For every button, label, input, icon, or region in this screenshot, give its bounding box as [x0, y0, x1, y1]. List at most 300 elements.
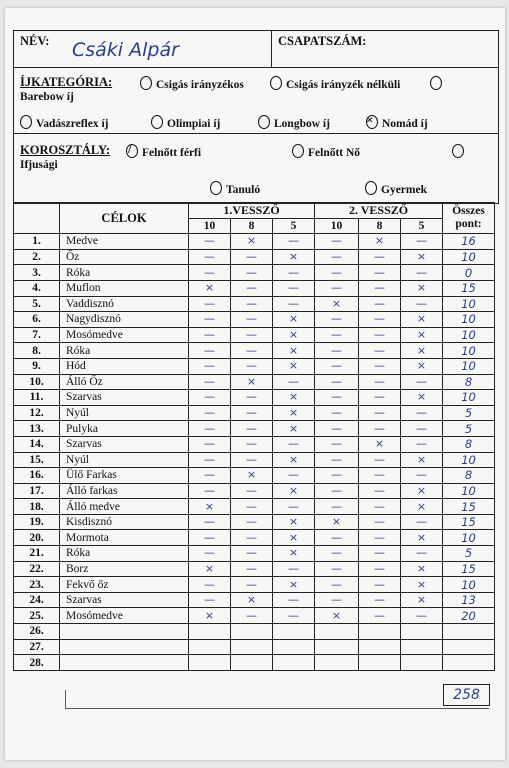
row-total: 10: [443, 312, 495, 328]
row-total: 10: [443, 358, 495, 374]
score-mark: —: [189, 546, 231, 562]
score-mark: ×: [273, 514, 315, 530]
score-mark: —: [273, 468, 315, 484]
category-option-nomad: [366, 112, 428, 130]
score-mark: —: [359, 265, 401, 281]
row-total: 15: [443, 514, 495, 530]
score-mark: —: [231, 358, 273, 374]
table-row: [14, 452, 495, 468]
score-mark: —: [231, 514, 273, 530]
score-mark: —: [359, 530, 401, 546]
table-row: [14, 514, 495, 530]
score-mark: ×: [189, 608, 231, 624]
table-row: [14, 436, 495, 452]
score-mark: —: [189, 312, 231, 328]
target-name: Muflon: [60, 280, 189, 296]
row-number: 27.: [14, 639, 60, 655]
table-row: [14, 639, 495, 655]
age-option-tanulo: [210, 181, 260, 196]
row-total: 15: [443, 499, 495, 515]
score-mark: ×: [273, 421, 315, 437]
row-total: 13: [443, 592, 495, 608]
score-mark: —: [189, 405, 231, 421]
score-mark: —: [401, 296, 443, 312]
score-mark: ×: [401, 452, 443, 468]
score-mark: —: [189, 343, 231, 359]
team-label: CSAPATSZÁM:: [278, 34, 367, 48]
radio-circle-icon: [292, 144, 304, 158]
score-mark: —: [401, 468, 443, 484]
score-mark: —: [273, 296, 315, 312]
score-mark: —: [359, 374, 401, 390]
category-option-barebow: Barebow íj: [20, 91, 74, 103]
target-name: Róka: [60, 546, 189, 562]
target-name: Ülő Farkas: [60, 468, 189, 484]
score-mark: —: [315, 327, 359, 343]
category-option-olimpiai: [151, 115, 220, 130]
score-mark: —: [231, 249, 273, 265]
radio-circle-icon: [430, 76, 442, 90]
radio-circle-icon: [20, 115, 32, 129]
target-name: [60, 655, 189, 671]
target-name: Kisdisznó: [60, 514, 189, 530]
score-mark: —: [231, 452, 273, 468]
row-number: 23.: [14, 577, 60, 593]
score-mark: [273, 655, 315, 671]
score-mark: —: [273, 265, 315, 281]
radio-circle-icon: [365, 181, 377, 195]
row-number: 8.: [14, 343, 60, 359]
radio-circle-icon: [452, 144, 464, 158]
row-number: 21.: [14, 546, 60, 562]
row-number: 2.: [14, 249, 60, 265]
targets-header: CÉLOK: [60, 203, 189, 234]
score-mark: —: [401, 234, 443, 250]
row-number: 16.: [14, 468, 60, 484]
option-label: Felnőtt férfi: [142, 147, 202, 159]
table-row: [14, 249, 495, 265]
score-mark: —: [231, 499, 273, 515]
score-mark: —: [359, 390, 401, 406]
row-number: 26.: [14, 624, 60, 640]
table-row: [14, 592, 495, 608]
score-mark: ×: [231, 234, 273, 250]
row-total: 15: [443, 280, 495, 296]
row-total: 10: [443, 390, 495, 406]
table-row: [14, 343, 495, 359]
row-number: 28.: [14, 655, 60, 671]
score-mark: [401, 655, 443, 671]
score-mark: —: [315, 312, 359, 328]
age-class-row: [14, 134, 498, 203]
score-mark: —: [231, 561, 273, 577]
score-mark: —: [315, 249, 359, 265]
score-mark: —: [189, 592, 231, 608]
score-mark: —: [315, 577, 359, 593]
target-name: [60, 624, 189, 640]
points-header: 10: [315, 218, 359, 234]
table-row: [14, 296, 495, 312]
checked-circle-icon: ×: [366, 115, 378, 129]
score-mark: —: [189, 374, 231, 390]
target-name: Mosómedve: [60, 608, 189, 624]
score-mark: —: [315, 280, 359, 296]
score-mark: —: [315, 343, 359, 359]
target-name: Hód: [60, 358, 189, 374]
score-mark: [359, 639, 401, 655]
row-total: 8: [443, 468, 495, 484]
score-mark: —: [401, 608, 443, 624]
score-mark: ×: [315, 608, 359, 624]
score-mark: —: [189, 483, 231, 499]
table-row: [14, 265, 495, 281]
score-mark: —: [273, 561, 315, 577]
target-name: Medve: [60, 234, 189, 250]
option-label: Longbow íj: [274, 118, 330, 130]
score-mark: [273, 624, 315, 640]
score-mark: —: [359, 296, 401, 312]
score-mark: —: [231, 312, 273, 328]
score-mark: —: [189, 530, 231, 546]
row-total: [443, 655, 495, 671]
table-row: [14, 483, 495, 499]
score-mark: [231, 655, 273, 671]
row-number: 7.: [14, 327, 60, 343]
score-mark: ×: [189, 499, 231, 515]
score-mark: —: [359, 546, 401, 562]
score-mark: [315, 655, 359, 671]
score-mark: —: [359, 249, 401, 265]
category-option-vadaszreflex: [20, 115, 109, 130]
row-total: 10: [443, 452, 495, 468]
option-label: Csigás irányzék nélküli: [286, 79, 401, 91]
arrow1-header: 1.VESSZŐ: [189, 203, 315, 219]
row-total: 5: [443, 405, 495, 421]
row-total: 10: [443, 577, 495, 593]
score-mark: —: [401, 265, 443, 281]
score-mark: ×: [231, 374, 273, 390]
score-mark: [231, 624, 273, 640]
option-label: Vadászreflex íj: [36, 118, 109, 130]
table-row: [14, 608, 495, 624]
score-mark: —: [401, 546, 443, 562]
score-mark: —: [189, 265, 231, 281]
row-number: 11.: [14, 390, 60, 406]
score-mark: —: [231, 608, 273, 624]
score-mark: —: [359, 608, 401, 624]
score-mark: ×: [231, 468, 273, 484]
row-number: 17.: [14, 483, 60, 499]
target-name: Nyúl: [60, 452, 189, 468]
score-mark: —: [359, 468, 401, 484]
score-mark: —: [273, 608, 315, 624]
score-mark: —: [273, 592, 315, 608]
row-number: 13.: [14, 421, 60, 437]
points-header: 5: [273, 218, 315, 234]
target-name: Mormota: [60, 530, 189, 546]
score-mark: —: [231, 390, 273, 406]
score-mark: —: [315, 592, 359, 608]
category-option-barebow-circle: [430, 76, 446, 91]
row-total: 10: [443, 249, 495, 265]
score-mark: ×: [401, 312, 443, 328]
option-label: Olimpiai íj: [167, 118, 221, 130]
option-label: Felnőtt Nő: [308, 147, 361, 159]
score-mark: ×: [273, 530, 315, 546]
row-number: 25.: [14, 608, 60, 624]
points-header: 8: [359, 218, 401, 234]
score-mark: [401, 624, 443, 640]
table-row: [14, 655, 495, 671]
score-mark: —: [231, 280, 273, 296]
score-mark: [315, 624, 359, 640]
table-row: [14, 499, 495, 515]
target-name: Őz: [60, 249, 189, 265]
score-mark: —: [231, 436, 273, 452]
score-mark: ×: [273, 249, 315, 265]
row-total: [443, 639, 495, 655]
sheet-header: [13, 30, 499, 204]
score-mark: [359, 624, 401, 640]
score-mark: —: [231, 421, 273, 437]
score-mark: —: [315, 452, 359, 468]
table-row: [14, 358, 495, 374]
row-total: 8: [443, 436, 495, 452]
score-mark: —: [359, 483, 401, 499]
score-mark: —: [189, 468, 231, 484]
number-header: [14, 203, 60, 234]
score-mark: —: [359, 421, 401, 437]
score-mark: —: [315, 421, 359, 437]
age-option-gyermek: [365, 181, 427, 196]
table-row: [14, 390, 495, 406]
score-mark: ×: [189, 561, 231, 577]
score-mark: ×: [273, 343, 315, 359]
score-mark: [359, 655, 401, 671]
score-mark: —: [273, 374, 315, 390]
score-mark: —: [189, 296, 231, 312]
score-mark: —: [189, 249, 231, 265]
score-mark: [231, 639, 273, 655]
radio-circle-icon: [258, 115, 270, 129]
age-option-felnott-no: [292, 144, 360, 159]
score-mark: ×: [401, 358, 443, 374]
score-mark: ×: [401, 592, 443, 608]
score-mark: —: [231, 327, 273, 343]
score-mark: ×: [273, 358, 315, 374]
target-name: Borz: [60, 561, 189, 577]
row-total: 10: [443, 327, 495, 343]
score-mark: —: [315, 390, 359, 406]
score-mark: ×: [401, 499, 443, 515]
score-mark: ×: [401, 390, 443, 406]
score-mark: —: [231, 296, 273, 312]
score-mark: —: [401, 421, 443, 437]
name-row: [14, 31, 498, 68]
score-mark: —: [273, 280, 315, 296]
score-mark: ×: [273, 405, 315, 421]
row-total: 8: [443, 374, 495, 390]
score-mark: —: [231, 405, 273, 421]
score-mark: —: [315, 405, 359, 421]
score-mark: —: [401, 514, 443, 530]
checked-circle-icon: /: [126, 144, 138, 158]
table-row: [14, 561, 495, 577]
target-name: Vaddisznó: [60, 296, 189, 312]
score-mark: [189, 655, 231, 671]
table-row: [14, 327, 495, 343]
target-name: Szarvas: [60, 436, 189, 452]
score-mark: —: [231, 483, 273, 499]
category-label: ÍJKATEGÓRIA:: [20, 75, 113, 89]
score-mark: —: [231, 546, 273, 562]
score-mark: —: [273, 499, 315, 515]
row-total: 10: [443, 483, 495, 499]
score-mark: ×: [273, 577, 315, 593]
table-row: [14, 421, 495, 437]
score-mark: —: [189, 390, 231, 406]
points-header: 5: [401, 218, 443, 234]
score-mark: —: [359, 327, 401, 343]
row-number: 15.: [14, 452, 60, 468]
target-name: Álló farkas: [60, 483, 189, 499]
score-mark: [189, 624, 231, 640]
score-mark: —: [359, 312, 401, 328]
arrow2-header: 2. VESSZŐ: [315, 203, 443, 219]
score-mark: [401, 639, 443, 655]
score-mark: —: [401, 405, 443, 421]
row-total: 10: [443, 343, 495, 359]
points-header: 10: [189, 218, 231, 234]
target-name: Mosómedve: [60, 327, 189, 343]
score-mark: ×: [273, 327, 315, 343]
score-mark: ×: [273, 452, 315, 468]
score-mark: —: [359, 405, 401, 421]
score-mark: —: [315, 499, 359, 515]
score-mark: [315, 639, 359, 655]
score-mark: ×: [189, 280, 231, 296]
score-mark: ×: [359, 436, 401, 452]
score-mark: ×: [401, 530, 443, 546]
footer-line: [65, 708, 489, 709]
score-mark: —: [273, 436, 315, 452]
table-row: [14, 234, 495, 250]
row-number: 5.: [14, 296, 60, 312]
score-mark: —: [315, 234, 359, 250]
table-row: [14, 530, 495, 546]
target-name: Szarvas: [60, 390, 189, 406]
table-row: [14, 624, 495, 640]
score-mark: —: [315, 530, 359, 546]
category-option-longbow: [258, 115, 330, 130]
score-mark: ×: [273, 546, 315, 562]
score-mark: —: [231, 265, 273, 281]
row-total: 5: [443, 546, 495, 562]
target-name: Róka: [60, 343, 189, 359]
row-number: 24.: [14, 592, 60, 608]
score-mark: ×: [273, 390, 315, 406]
score-body: [14, 234, 495, 671]
radio-circle-icon: [210, 181, 222, 195]
score-mark: ×: [359, 234, 401, 250]
score-mark: ×: [401, 280, 443, 296]
row-total: 10: [443, 530, 495, 546]
row-total: 20: [443, 608, 495, 624]
row-number: 10.: [14, 374, 60, 390]
score-mark: ×: [273, 312, 315, 328]
radio-circle-icon: [270, 76, 282, 90]
score-mark: —: [231, 530, 273, 546]
table-row: [14, 405, 495, 421]
score-mark: —: [231, 577, 273, 593]
row-number: 22.: [14, 561, 60, 577]
row-number: 4.: [14, 280, 60, 296]
score-mark: —: [359, 514, 401, 530]
category-option-csigas-iranyzek-nelkuli: [270, 76, 400, 91]
table-row: [14, 280, 495, 296]
score-mark: ×: [231, 592, 273, 608]
score-mark: [189, 639, 231, 655]
target-name: Fekvő őz: [60, 577, 189, 593]
row-number: 9.: [14, 358, 60, 374]
score-mark: —: [189, 358, 231, 374]
target-name: Álló medve: [60, 499, 189, 515]
option-label: Csigás irányzékos: [156, 79, 244, 91]
row-total: [443, 624, 495, 640]
score-mark: ×: [401, 249, 443, 265]
table-row: [14, 312, 495, 328]
score-mark: [273, 639, 315, 655]
score-mark: —: [359, 358, 401, 374]
row-total: 0: [443, 265, 495, 281]
name-divider: [271, 31, 272, 67]
row-number: 6.: [14, 312, 60, 328]
score-mark: —: [315, 483, 359, 499]
score-mark: —: [359, 561, 401, 577]
score-mark: —: [189, 577, 231, 593]
option-label: Nomád íj: [382, 118, 428, 130]
row-number: 1.: [14, 234, 60, 250]
score-mark: ×: [315, 514, 359, 530]
row-number: 14.: [14, 436, 60, 452]
score-mark: —: [189, 452, 231, 468]
score-mark: —: [231, 343, 273, 359]
score-mark: —: [189, 327, 231, 343]
grand-total: 258: [443, 684, 490, 706]
score-mark: —: [315, 561, 359, 577]
category-option-csigas-iranyzekos: [140, 76, 244, 91]
table-row: [14, 374, 495, 390]
target-name: Szarvas: [60, 592, 189, 608]
score-mark: —: [359, 280, 401, 296]
target-name: Róka: [60, 265, 189, 281]
option-label: Gyermek: [381, 184, 427, 196]
row-number: 20.: [14, 530, 60, 546]
score-mark: ×: [401, 327, 443, 343]
score-mark: —: [315, 468, 359, 484]
row-number: 18.: [14, 499, 60, 515]
score-mark: ×: [273, 483, 315, 499]
age-class-label: KOROSZTÁLY:: [20, 143, 111, 157]
total-header: Összes pont:: [443, 203, 495, 234]
table-row: [14, 468, 495, 484]
row-total: 5: [443, 421, 495, 437]
row-number: 12.: [14, 405, 60, 421]
score-table: [13, 202, 495, 671]
score-mark: —: [359, 577, 401, 593]
score-mark: —: [189, 421, 231, 437]
target-name: Pulyka: [60, 421, 189, 437]
